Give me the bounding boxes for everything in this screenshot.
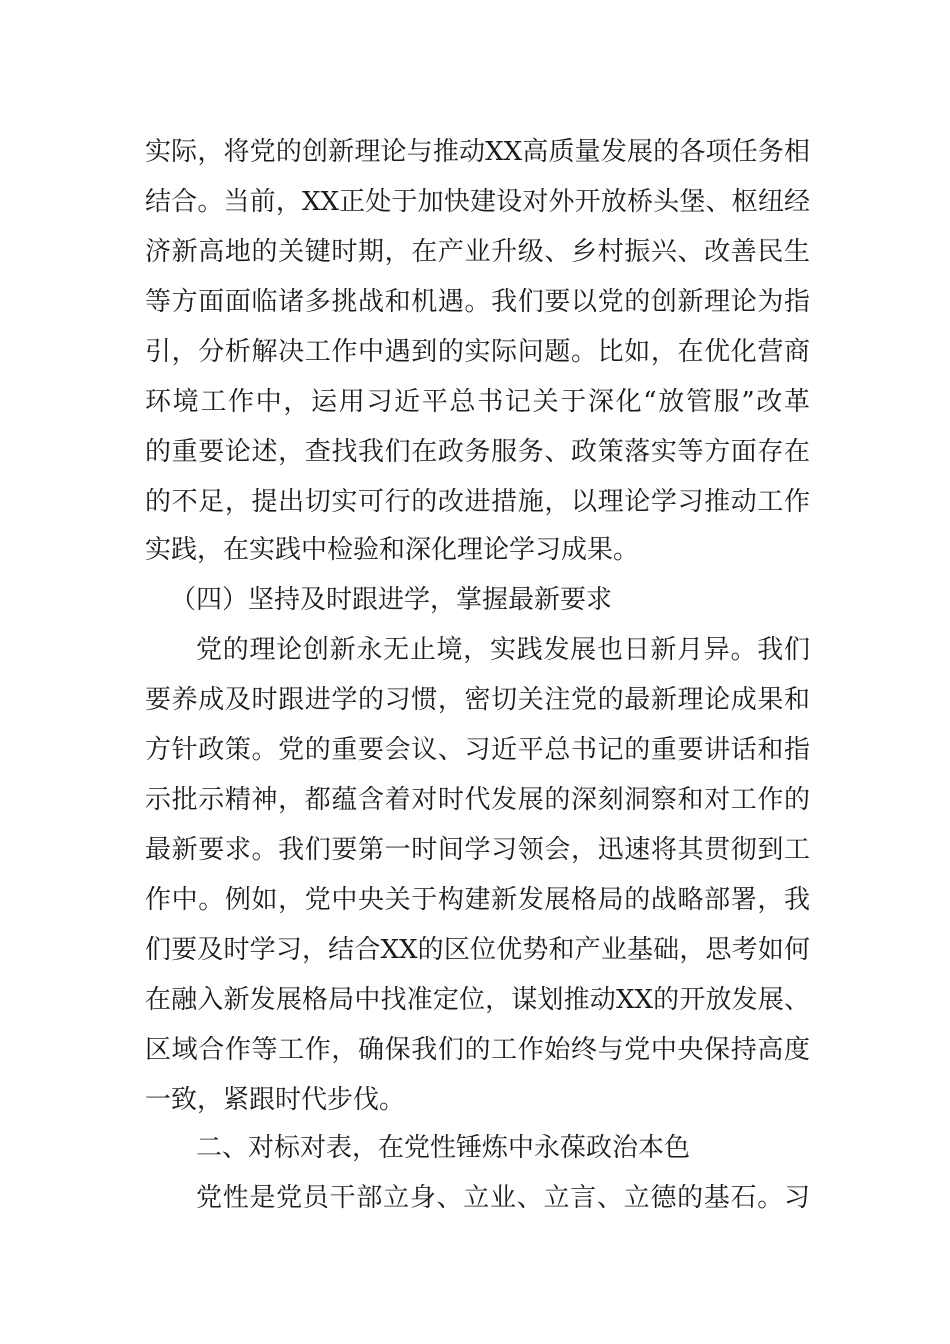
- paragraph-line: 引，分析解决工作中遇到的实际问题。比如，在优化营商: [145, 337, 810, 367]
- paragraph-line: 党的理论创新永无止境，实践发展也日新月异。我们: [196, 635, 810, 665]
- paragraph-line: 们要及时学习，结合XX的区位优势和产业基础，思考如何: [145, 935, 810, 965]
- paragraph-line: 结合。当前，XX正处于加快建设对外开放桥头堡、枢纽经: [145, 187, 810, 217]
- paragraph-line: 在融入新发展格局中找准定位，谋划推动XX的开放发展、: [145, 985, 810, 1015]
- section-heading: 二、对标对表，在党性锤炼中永葆政治本色: [196, 1133, 691, 1163]
- paragraph-line: 的重要论述，查找我们在政务服务、政策落实等方面存在: [145, 437, 810, 467]
- paragraph-line: 济新高地的关键时期，在产业升级、乡村振兴、改善民生: [145, 237, 810, 267]
- paragraph-line: 要养成及时跟进学的习惯，密切关注党的最新理论成果和: [145, 685, 810, 715]
- paragraph-line: 实践，在实践中检验和深化理论学习成果。: [145, 535, 640, 565]
- paragraph-line: 区域合作等工作，确保我们的工作始终与党中央保持高度: [145, 1035, 810, 1065]
- paragraph-line: 示批示精神，都蕴含着对时代发展的深刻洞察和对工作的: [145, 785, 810, 815]
- paragraph-line: 实际，将党的创新理论与推动XX高质量发展的各项任务相: [145, 137, 810, 167]
- paragraph-line: 方针政策。党的重要会议、习近平总书记的重要讲话和指: [145, 735, 810, 765]
- section-subheading: （四）坚持及时跟进学，掌握最新要求: [170, 585, 613, 615]
- paragraph-line: 等方面面临诸多挑战和机遇。我们要以党的创新理论为指: [145, 287, 810, 317]
- paragraph-line: 环境工作中，运用习近平总书记关于深化“放管服”改革: [145, 387, 810, 417]
- paragraph-line: 作中。例如，党中央关于构建新发展格局的战略部署，我: [145, 885, 810, 915]
- paragraph-line: 最新要求。我们要第一时间学习领会，迅速将其贯彻到工: [145, 835, 810, 865]
- paragraph-line: 一致，紧跟时代步伐。: [145, 1085, 406, 1115]
- paragraph-line: 的不足，提出切实可行的改进措施，以理论学习推动工作: [145, 487, 810, 517]
- paragraph-line: 党性是党员干部立身、立业、立言、立德的基石。习: [196, 1183, 810, 1213]
